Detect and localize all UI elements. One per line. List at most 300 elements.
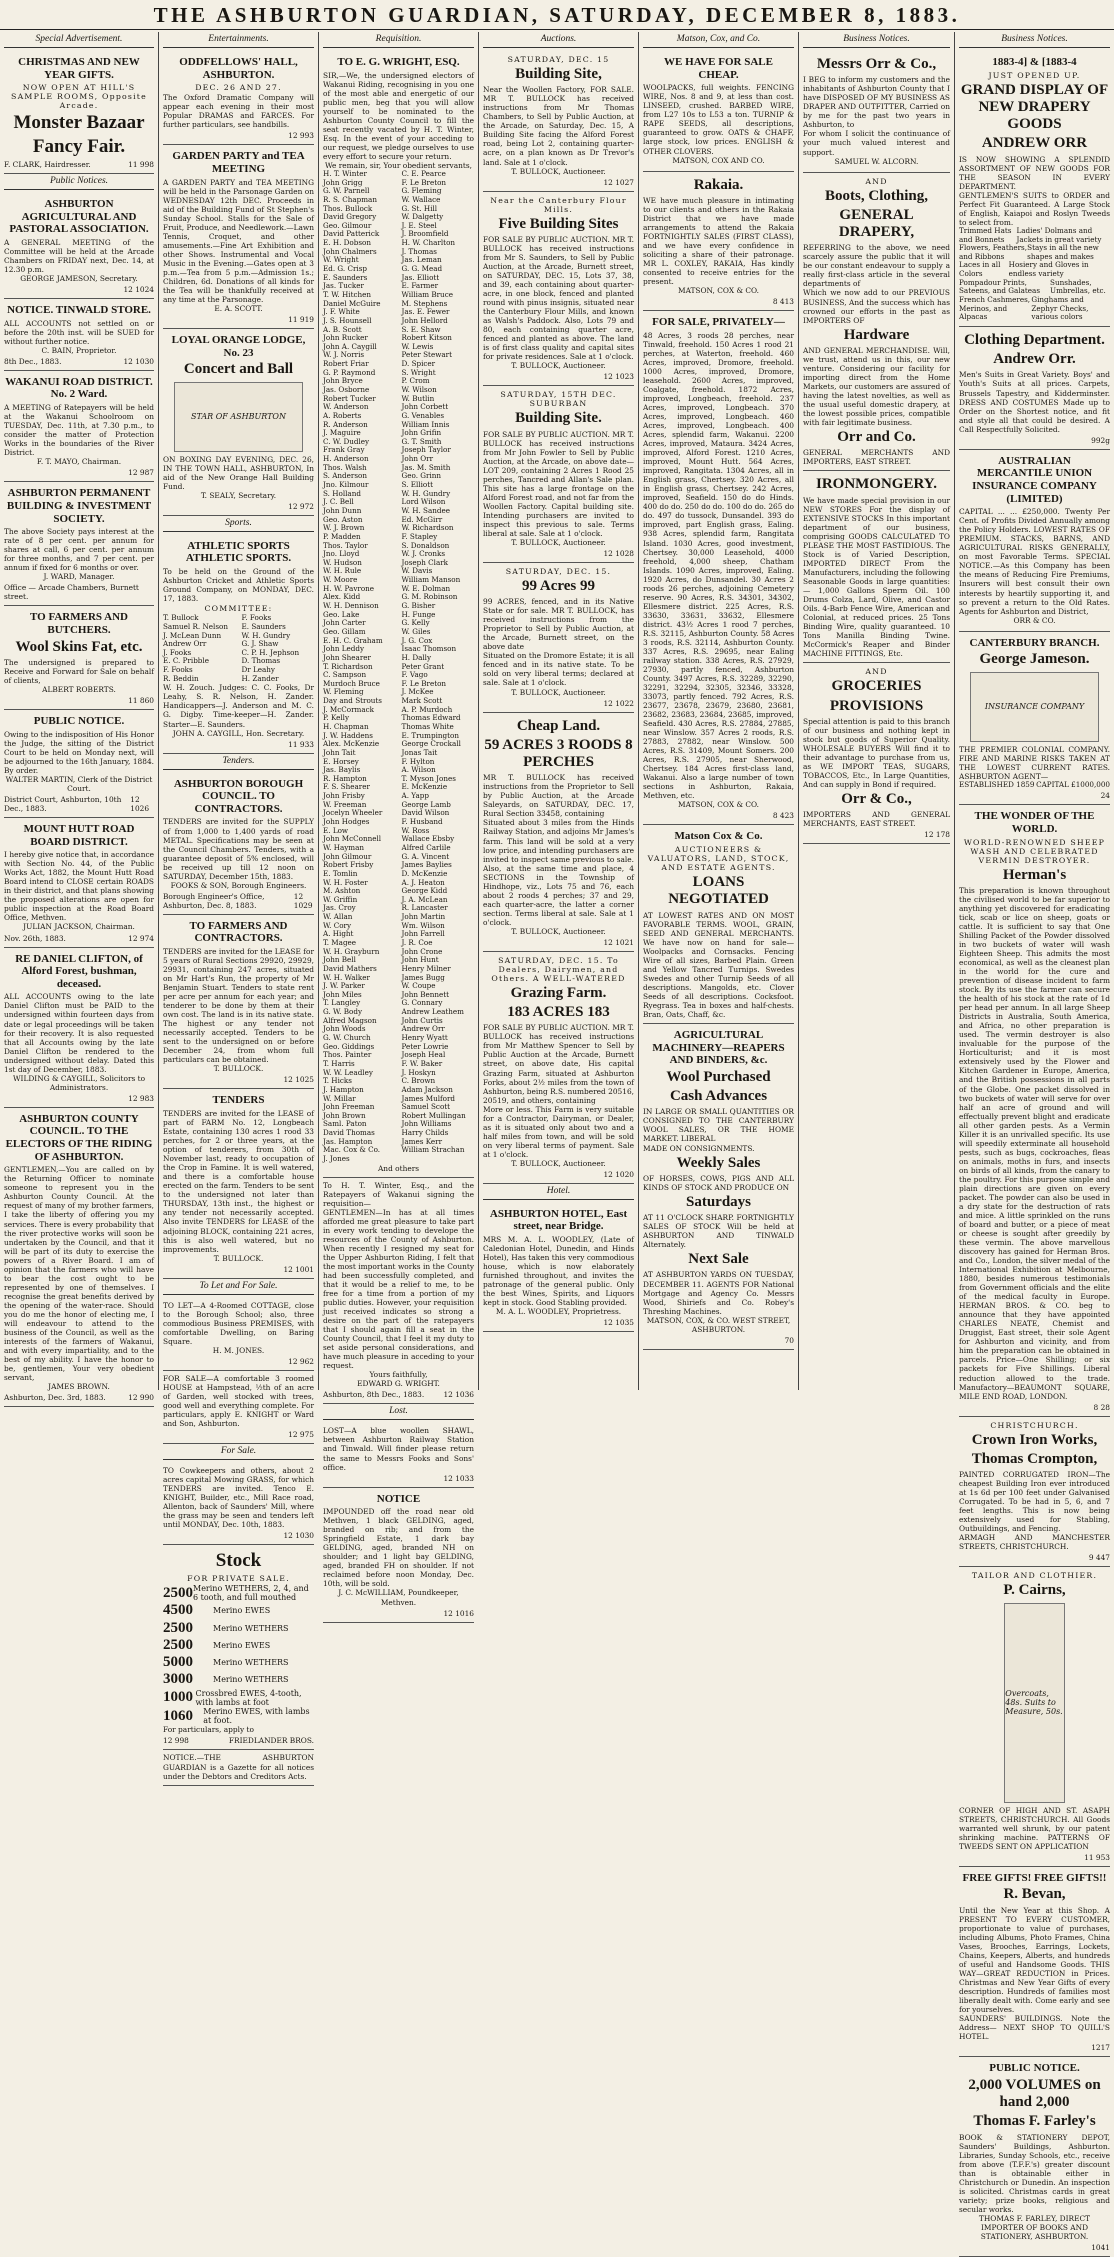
signatory-name: F. Stapley — [401, 531, 438, 541]
ad-display-heading: 59 ACRES 3 ROODS 8 PERCHES — [484, 736, 633, 771]
signature: H. M. JONES. — [212, 1345, 265, 1355]
ad-display-heading: LOANS NEGOTIATED — [668, 874, 769, 908]
ad-title: Matson Cox & Co. — [674, 830, 763, 843]
signature: T. BULLOCK, Auctioneer. — [511, 1158, 606, 1168]
signature: T. BULLOCK, Auctioneer. — [511, 926, 606, 936]
signature: T. BULLOCK, Auctioneer. — [511, 361, 606, 371]
public-notice — [4, 948, 154, 1108]
public-notice — [4, 1108, 154, 1407]
ad-body: FOR SALE—A comfortable 3 roomed HOUSE at Hampstead, ½th of an acre of Garden, well stocked with trees, good well and everything complete. For particulars, apply E. KNIGHT or Ward and Son, Ashburton. — [163, 1373, 314, 1428]
signatory-name: John Gilmour — [323, 851, 372, 861]
ad-subtitle: WORLD-RENOWNED SHEEP WASH AND CELEBRATED VERMIN DESTROYER. — [963, 837, 1106, 865]
ad-subtitle: AND — [865, 667, 888, 677]
ad-display-heading: Cheap Land. — [516, 717, 601, 734]
signatory-name: C. Brown — [401, 1076, 436, 1086]
ad-display-heading: Messrs Orr & Co., — [816, 56, 937, 72]
signatory-name: Lord Wilson — [401, 497, 446, 507]
ad-body: The Oxford Dramatic Company will appear each evening in their most Popular DRAMAS and FARCES. For further particulars, see handbills. — [163, 93, 314, 130]
signatory-name: John Tait — [323, 747, 356, 757]
committee-list — [163, 614, 314, 683]
stock-row — [163, 1707, 314, 1725]
ad-title: WAKANUI ROAD DISTRICT. No. 2 Ward. — [5, 375, 153, 401]
signatory-name: A. J. Heaton — [401, 877, 445, 887]
ad-title: CANTERBURY BRANCH. — [969, 636, 1100, 649]
signatory-name: H. Dally — [401, 652, 432, 662]
public-notice — [4, 818, 154, 948]
public-notice — [4, 371, 154, 483]
ad-body: LOST—A blue woollen SHAWL, between Ashburton Railway Station and Tinwald. Will finder please return the same to Messrs Fooks and Sons' office. — [323, 1426, 474, 1472]
signatory-name: T. Myson Jones — [401, 773, 456, 783]
ad-footer — [959, 1853, 1110, 1862]
ad-subtitle: DEC. 26 AND 27. — [195, 83, 282, 93]
signatory-name: William Bruce — [401, 289, 453, 299]
signature: JOHN A. CAYGILL, Hon. Secretary. — [172, 728, 305, 738]
signatory-name: W. Richardson — [401, 523, 454, 533]
ad-footer — [959, 791, 1110, 800]
ad-body: The undersigned is prepared to Receive and Forward for Sale on behalf of clients, — [4, 657, 154, 686]
ad-number: 12 990 — [128, 1393, 154, 1403]
signatory-name: John Orr — [401, 454, 434, 464]
signatory-name: Geo. Lake — [323, 609, 360, 619]
paired-line — [959, 227, 1110, 244]
ad-body: TO LET—A 4-Roomed COTTAGE, close to the Borough School; also, three commodious Business PREMISES, with comfortable Dwelling, on Baring Square. — [163, 1300, 314, 1346]
signature: ALBERT ROBERTS. — [42, 685, 116, 695]
signatory-name: W. W. Leadley — [323, 1067, 373, 1077]
section-heading: Sports. — [163, 516, 314, 532]
signatory-name: Thomas White — [401, 721, 454, 731]
ad-display-heading: Building Site, — [515, 66, 602, 82]
paired-line — [959, 279, 1110, 296]
ad-subtitle: AND — [865, 176, 888, 186]
signatory-name: E. Trumpington — [401, 730, 459, 740]
signatory-name: J. Hampton — [323, 1084, 364, 1094]
ad-number: 12 1036 — [443, 1390, 474, 1400]
lost-notice — [323, 1488, 474, 1623]
masthead — [0, 0, 1114, 30]
signatory-name: Ed. G. Crisp — [323, 264, 367, 274]
ad-subtitle: SATURDAY, DEC. 15. — [505, 566, 612, 576]
ad-body: GENTLEMEN'S SUITS to ORDER and Perfect Fit Guaranteed. A Large Stock of English, Kaiapoi and Roslyn Tweeds to select from. — [959, 190, 1110, 227]
signatory-name: Robert Kitson — [401, 333, 452, 343]
signature: T. BULLOCK. — [213, 1253, 264, 1263]
ad-body: AND GENERAL MERCHANDISE. Will, we trust, attend us in this, our new venture. Considering our facility for importing direct from the Home Markets, our customers are assured of having the latest novelties, as well as the usual useful domestic drapery, at the lowest possible prices, compatible with fair legitimate business. — [803, 345, 950, 428]
signature: MATSON, COX & CO. — [678, 286, 759, 296]
signatory-name: R. Hampton — [323, 773, 367, 783]
ad-display-heading: Rakaia. — [693, 176, 744, 193]
signatory-name: John Crone — [401, 946, 443, 956]
ad-body: FOR SALE BY PUBLIC AUCTION. MR T. BULLOCK has received instructions from Mr Matthew Spencer to Sell by Public Auction at the Arcade, Burnett street, on above date, His capital Grazing Farm, situated at Ashburton Forks, about 2½ miles from the town of Ashburton, being R.S. numbered 20516, 20519, and others, containing — [483, 1023, 634, 1105]
signatory-name: F. W. Baker — [401, 1058, 443, 1068]
ad-body: Special attention is paid to this branch of our business and nothing kept in stock but goods of Superior Quality. WHOLESALE BUYERS Will find it to their advantage to purchase from us, as WE IMPORT TEAS, SUGARS, TOBACCOS, Etc., In Large Quantities, And can supply in Bond if required. — [803, 716, 950, 789]
tender-notice — [163, 1089, 314, 1278]
ad-body: This preparation is known throughout the civilised world to be far superior to anything yet discovered for eradicating tick, scab or lice on sheep, goats or cattle. It is sufficient to say that One Shilling Packet of the Powder dissolved in two buckets of water will wash Eighteen Sheep. This admits the most economical, as well as the cleanest plan in the world for the cure and prevention of disease incident to farm stock. By its use the farmer can secure the health of his stock at the rate of 1d per head per annum. In all large Sheep Districts in Australia, South America, and Africa, no other preparation is used. The vermin destroyer is also invaluable for the purpose of the Horticulturist; and it is most extensively used by the Flower and Kitchen Gardener in Europe, America, and the British possessions in all parts of the Globe. One packet dissolved in two buckets of water will serve for over half an acre of ground and will effectually prevent blight and eradicate all other garden pests. As a Vermin Killer it is an unrivalled specific. Its use will speedily exterminate all household pests, such as bugs, cockroaches, fleas on animals, moths in furs, and insects on birds of all kinds, from the canary to the poultry. For this purpose simple and plain directions are given on every packet. The powder can also be used in a dry state for the destruction of rats and mice. A little sprinkled on the runs of board and butter, or a piece of meat or cheese is sought after greedily by these vermin. The above marvellous discovery has gained for Herman Bros. and Co., London, the silver medal of the International Exhibition at Melbourne, 1880, besides numerous testimonials from Government officials and the elite of the medical faculty in Europe. HERMAN BROS. & CO. beg to announce that they have appointed CHARLES NEATE, Chemist and Druggist, East street, their sole Agent for Ashburton and vicinity, and from him the preparation can be obtained in parcels. Price—One Shilling; or six packets for Five Shillings. Liberal reduction allowed to the trade. Manufactory—BEAUMONT SQUARE, MILE END ROAD, LONDON. — [959, 885, 1110, 1401]
committee-member: D. Thomas — [241, 656, 281, 666]
ad-body: TENDERS are invited for the LEASE of part of FARM No. 12, Longbeach Estate, containing 130 acres 1 rood 33 perches, for 2 or three years, at the option of tenderers, from 30th of November last, ready to occupation of the Crop in Famine. It is well watered, and there is a comfortable house erected on the farm. Tenders to be sent to the undersigned not later than THURSDAY, 13th inst., the highest or any tender not necessarily accepted. Also invite TENDERS for LEASE of the adjoining BLOCK, containing 221 acres, this is also well watered, but no improvements. — [163, 1109, 314, 1254]
ad-display-heading: George Jameson. — [979, 651, 1090, 668]
ad-display-heading: IRONMONGERY. — [815, 476, 937, 493]
ad-footer — [483, 699, 634, 708]
signatory-name: Jas. Elliott — [401, 272, 440, 282]
ad-display-heading: 2,000 VOLUMES on hand 2,000 — [968, 2076, 1101, 2111]
ad-display-heading: Fancy Fair. — [32, 136, 126, 158]
signatory-name: H. W. Pavrone — [323, 583, 375, 593]
signatory-name: J. S. Hounsell — [323, 315, 372, 325]
ad-footer — [163, 1357, 314, 1366]
ad-body: GENERAL MERCHANTS AND IMPORTERS, EAST STREET. — [803, 448, 950, 467]
signatory-name: W. H. Foster — [323, 877, 368, 887]
stock-description: Merino EWES, with lambs at foot. — [203, 1707, 310, 1726]
ad-number: 11 933 — [288, 739, 314, 749]
ad-body: NOTICE.—THE ASHBURTON GUARDIAN is a Gazette for all notices under the Debtors and Creditors Acts. — [163, 1753, 314, 1781]
ad-body: GENTLEMEN,—You are called on by the Returning Officer to nominate someone to represent you in the Ashburton County Council. At the request of many of my brother farmers, I take the liberty of offering you my services. There is every probability that the river protective works will soon be undertaken by the Council, and that it will be part of its duty to exercise the powers of a River Board. I am of opinion that the farmers who will have to bear the cost ought to be represented by one of themselves. I recognise the great benefits derived by the opening of the water-race. Should you do me the honor of electing me, I will endeavour to attend to the business of the Council, as well as the interests of the farmers of Wakanui, and with every impartiality, and to the best of my ability. I have the honor to be, gentlemen, Your very obedient servant, — [4, 1165, 154, 1383]
signatory-name: F. Vago — [401, 670, 428, 680]
ad-footer — [4, 583, 154, 601]
signatory-name: F. Husband — [401, 817, 443, 827]
stock-description: Merino WETHERS — [213, 1623, 289, 1633]
ad-body: More or less. This Farm is very suitable for a Contractor, Dairyman, or Dealer, as it is situated only about two and a half miles from town, and will be sold on very liberal terms of payment. Sale at 1 o'clock. — [483, 1104, 634, 1159]
signatory-name: Robert Friar — [323, 359, 369, 369]
signatory-name: Jno. Lloyd — [323, 549, 360, 559]
lost-notice — [323, 1423, 474, 1487]
entertainment-ad — [163, 145, 314, 329]
ad-subtitle: AUCTIONEERS & VALUATORS, LAND, STOCK, AND ESTATE AGENTS. — [647, 845, 790, 873]
signature: F. T. MAYO, Chairman. — [36, 457, 122, 467]
signatory-name: W. Wright — [323, 255, 359, 265]
column — [955, 32, 1114, 2252]
ad-footer — [959, 436, 1110, 445]
signatory-name: Isaac Thomson — [401, 644, 457, 654]
requisition-reply — [323, 1178, 474, 1405]
ad-subtitle: FOR PRIVATE SALE. — [187, 1574, 290, 1584]
signatory-name: John Brown — [323, 1110, 366, 1120]
signature: T. BULLOCK, Auctioneer. — [511, 537, 606, 547]
signatory-name: Alfred Carlile — [401, 842, 451, 852]
ad-body: THE PREMIER COLONIAL COMPANY. FIRE AND MARINE RISKS TAKEN AT THE LOWEST CURRENT RATES. ASHBURTON AGENT— — [959, 744, 1110, 781]
signatory-name: S. Wright — [401, 367, 436, 377]
signatory-name: T. W. Hitchen — [323, 289, 371, 299]
signatory-name: John McConnell — [323, 834, 382, 844]
ad-body: 48 Acres, 3 roods 28 perches, near Tinwald, freehold. 150 Acres 1 rood 21 perches, at Waterton, freehold. 460 Acres, improved, Dromore, freehold. 1000 Acres, improved, Dromore, leasehold. 2600 Acres, improved, Coalgate, freehold. 1872 Acres, improved, Longbeach, freehold. 237 Acres, improved, Longbeach. 370 Acres, improved, Longbeach. 460 Acres, improved, Longbeach. 400 Acres, splendid farm, Wakanui. 2200 Acres, improved, Mataura. 3424 Acres, improved, Alford Forest. 1210 Acres, improved, Mount Hutt. 564 Acres, improved, Rangitata. 1304 Acres, all in English grass, Chertsey. 320 Acres, all in English grass, Chertsey. 242 Acres, improved, Seafield. 150 do do Hinds. 400 do do. 250 do do. 100 do do. 265 do do. 497 do tussock, Dunsandel. 393 do improved, part English grass, Ealing. 938 Acres, splendid farm, Rangitata Island. 1030 Acres, good investment, Chertsey. 30,000 Leasehold, 4000 freehold, 4,000 sheep, Chatham Islands. 1090 Acres, improved, Ealing. 1920 Acres, do Dunsandel. 30 Acres 2 roods 26 perches, adjoining Cemetery reserve. 90 Acres, R.S. 34301, 34302, Ellesmere district. 225 Acres, R.S. 33630, 33631, 33632, Ellesmere district. 43½ Acres 1 rood 7 perches, R.S. 32115, Ashburton County. 58 Acres 3 roods, R.S. 32114, Ashburton County. 337 Acres, R.S. 29695, near Ealing railway station. 338 Acres, R.S. 27929, 27930, partly fenced, Ashburton County. 3497 Acres, R.S. 32289, 32290, 32291, 32294, 32305, 32346, 33328, 33073, partly fenced. 792 Acres, R.S. 23677, 23678, 23679, 23680, 23681, 23682, 23683, 23684, 23685, improved, Seafield. 430 Acres, R.S. 27884, 27885, near Winslow. 357 Acres 2 roods, R.S. 27883, 27882, near Winslow. 500 Acres, R.S. 31409, Mount Somers. 200 Acres, R.S. 27905, near Sherwood, Chertsey. 184 Acres first-class land, Wakanui. Also a large number of town sections in Ashburton, Rakaia, Methven, etc. — [643, 330, 794, 801]
ad-body: Owing to the indisposition of His Honor the Judge, the sitting of the District Court to be held on Monday next, will be adjourned to the 16th January, 1884. By order. — [4, 729, 154, 775]
signatory-name: W. H. Dennison — [323, 601, 379, 611]
ad-footer — [323, 1390, 474, 1399]
committee-member: H. Zander — [241, 673, 279, 683]
signatory-name: Robert Frisby — [323, 860, 374, 870]
ad-display-heading: Concert and Ball — [183, 361, 294, 378]
ad-title: PUBLIC NOTICE. — [989, 2062, 1080, 2075]
signatory-name: H. T. Winter — [323, 168, 367, 178]
pair-left: Trimmed Hats and Bonnets — [959, 225, 1012, 244]
signatory-name: W. Wilson — [401, 385, 437, 394]
ad-number: 12 1027 — [603, 177, 634, 187]
auction-ad — [483, 386, 634, 563]
signatory-name: Thos. Bullock — [323, 203, 373, 213]
signatory-name: J. McKee — [401, 687, 434, 697]
requisition — [323, 51, 474, 1178]
public-notice — [4, 606, 154, 710]
business-ad — [959, 1867, 1110, 2057]
signatory-name: J. C. Bell — [323, 497, 354, 507]
stock-row — [163, 1689, 314, 1707]
ad-number: 12 987 — [128, 468, 154, 478]
ad-body: SIR,—We, the undersigned electors of Wakanui Riding, recognising in you one of the most able and energetic of our public men, beg that you will allow yourself to be nominated to the Ashburton County Council to fill the seat recently vacated by H. T. Winter, Esq. In the event of your acceding to our request, we pledge ourselves to use every effort to secure your return. — [323, 70, 474, 161]
signatory-name: R. Lancaster — [401, 903, 448, 913]
pair-left: ESTABLISHED 1859 — [959, 779, 1035, 789]
stock-description: Merino WETHERS — [213, 1675, 289, 1685]
signatory-name: David Gregory — [323, 212, 377, 222]
ad-footer — [163, 740, 314, 749]
ad-date: Borough Engineer's Office, Ashburton, Dec. 8, 1883. — [163, 891, 265, 910]
ad-body: Men's Suits in Great Variety. Boys' and Youth's Suits at all prices. Carpets, Brussels Tapestry, and Kidderminster. DRESS AND COSTUMES Made up to Order on the Shortest notice, and fit and style all that could be desired. A Call Respectfully Solicited. — [959, 370, 1110, 434]
committee-member: Samuel R. Nelson — [163, 621, 228, 631]
signatory-name: A. Roberts — [323, 410, 362, 420]
signatory-name: Jocelyn Wheeler — [323, 808, 383, 818]
signatory-name: G. St. Hill — [401, 203, 438, 213]
paired-line — [959, 261, 1110, 278]
committee-member: F. Fooks — [163, 665, 193, 675]
stock-count: 2500 — [163, 1636, 193, 1653]
signatory-name: Alfred Magson — [323, 1015, 377, 1025]
ad-body: IN LARGE OR SMALL QUANTITIES OR CONSIGNED TO THE CANTERBURY WOOL SALES, OR THE HOME MARKET. LIBERAL — [643, 1107, 794, 1144]
gazette-notice — [163, 1750, 314, 1785]
ad-number: 8 413 — [772, 297, 794, 307]
signatory-name: Henry Wyatt — [401, 1033, 448, 1043]
signatory-name: John Carter — [323, 618, 366, 628]
signatory-name: T. Magee — [323, 938, 357, 947]
ad-number: 11 953 — [1084, 1852, 1110, 1862]
signatory-name: W. Hayman — [323, 842, 365, 852]
ad-body: CAPITAL ... ... £250,000. Twenty Per Cent. of Profits Divided Annually among the Policy Holders. LOWEST RATES OF PREMIUM. STACKS, BARNS, AND AGRICULTURAL RISKS GENERALLY, on most Favorable Terms. SPECIAL NOTICE.—As this Company has been the means of Reducing Fire Premiums, Insurers will best consult their own interests by heartily supporting it, and so prevent a return to the Old Rates. Agents for Ashburton and District, — [959, 507, 1110, 616]
signatory-name: David Mathers — [323, 963, 377, 973]
signatory-name: W. Davis — [401, 566, 433, 576]
ad-footer — [959, 2043, 1110, 2052]
ad-display-heading: Weekly Sales — [676, 1154, 761, 1171]
signatory-name: J. Maguire — [323, 428, 361, 438]
ad-number: 12 1035 — [603, 1318, 634, 1328]
ad-display-heading: Thomas F. Farley's — [973, 2113, 1096, 2130]
section-heading: Lost. — [323, 1404, 474, 1420]
signatory-name: J. Hoskyn — [401, 1067, 436, 1077]
ad-body: MRS M. A. L. WOODLEY, (Late of Caledonian Hotel, Dunedin, and Hinds Hotel), Has taken this very commodious house, which is now elaborately furnished throughout, and invites the patronage of the general public. Only the best Wines, Spirits, and Liquors kept in stock. Good Stabling provided. — [483, 1235, 634, 1308]
ad-body: A GENERAL MEETING of the Committee will be held at the Arcade Chambers on FRIDAY next, Dec. 14, at 12.30 p.m. — [4, 237, 154, 274]
committee-member: R. Beddin — [163, 673, 199, 683]
signatory-name: Thos. Walsh — [323, 462, 367, 472]
signatory-name: Mark Scott — [401, 696, 443, 706]
stock-count: 2500 — [163, 1584, 193, 1601]
stock-count: 4500 — [163, 1602, 193, 1619]
signature: THOMAS F. FARLEY, DIRECT IMPORTER OF BOOKS AND STATIONERY, ASHBURTON. — [978, 2213, 1091, 2241]
ad-body: WE have much pleasure in intimating to our clients and others in the Rakaia District that we have made arrangements to attend the Rakaia FORTNIGHTLY SALES (FIRST CLASS), and we have every confidence in soliciting a share of their patronage. MR L. COXLEY, RAKAIA, Has kindly consented to receive entries for the present. — [643, 195, 794, 287]
signatory-name: S. Holland — [323, 488, 361, 498]
column-heading: Special Advertisement. — [4, 32, 154, 48]
signatory-name: G. W. Church — [323, 1033, 371, 1043]
signatory-name: A. Yapp — [401, 791, 429, 801]
auction-ad — [483, 563, 634, 713]
ad-display-heading: Grazing Farm. — [510, 984, 607, 1001]
signatory-name: Jas. M. Smith — [401, 462, 451, 472]
business-ad — [959, 51, 1110, 327]
ad-display-heading: Hardware — [843, 326, 910, 343]
signature: WALTER MARTIN, Clerk of the District Court. — [5, 774, 153, 793]
signatory-name: John Corbett — [401, 402, 449, 412]
ad-title: ASHBURTON PERMANENT BUILDING & INVESTMENT SOCIETY. — [6, 487, 152, 525]
signatory-name: S. Anderson — [323, 471, 367, 481]
signatory-name: Jonas Tait — [401, 747, 438, 757]
signatory-name: James Mulford — [401, 1093, 456, 1103]
ad-display-heading: Building Site. — [515, 410, 602, 427]
signatory-name: Day and Strouts — [323, 696, 382, 706]
ad-body: I hereby give notice that, in accordance with Section No. 44, of the Public Works Act, 1882, the Mount Hutt Road Board intend to CLOSE certain ROADS in their district, and that plans showing the proposed alterations are open for public inspection at the Road Board Office, Methven. — [4, 850, 154, 923]
signatory-name: W. Lewis — [401, 341, 434, 351]
ad-body: CORNER OF HIGH AND ST. ASAPH STREETS, CHRISTCHURCH. All Goods warranted well shrunk, by our patent shrinking machine. PATTERNS OF TWEEDS SENT ON APPLICATION — [959, 1805, 1110, 1851]
ad-title: CHRISTMAS AND NEW YEAR GIFTS. — [18, 56, 140, 81]
ad-body: A MEETING of Ratepayers will be held at the Wakanui Schoolroom on TUESDAY, Dec. 11th, at 7.30 p.m., to consider the matter of Protection Works in the boundaries of the River District. — [4, 403, 154, 458]
signatory-name: W. Cory — [323, 920, 352, 930]
ad-display-heading: GENERAL DRAPERY, — [838, 206, 915, 241]
ad-footer — [163, 1531, 314, 1540]
ad-subtitle: TAILOR AND CLOTHIER. — [971, 1571, 1098, 1581]
signatory-name: Thos. Taylor — [323, 540, 368, 550]
signatory-name: S. Elliott — [401, 480, 433, 490]
ad-title: TO FARMERS AND CONTRACTORS. — [189, 919, 288, 945]
for-sale-notice — [163, 1463, 314, 1545]
ad-number: 12 1033 — [443, 1473, 474, 1483]
signatory-name: John Hodges — [323, 817, 370, 827]
ad-subtitle: SATURDAY, 15TH DEC. SUBURBAN — [500, 390, 617, 409]
ad-number: 12 1020 — [603, 1169, 634, 1179]
signatory-name: George Kidd — [401, 886, 448, 896]
ad-body: 99 ACRES, fenced, and in its Native State or for sale. MR T. BULLOCK, has received instructions from the Proprietor to Sell by Public Auction, at the Arcade, Burnett street, on the above date — [483, 597, 634, 652]
column-heading: Requisition. — [323, 32, 474, 48]
ad-footer — [4, 468, 154, 477]
ad-number: 12 1024 — [123, 285, 154, 295]
signatory-name: W. E. Dolman — [401, 583, 451, 593]
column-heading: Business Notices. — [959, 32, 1110, 48]
ad-footer — [4, 795, 154, 813]
signatory-name: P. Crom — [401, 376, 430, 386]
entertainment-ad — [163, 329, 314, 516]
ad-footer — [483, 1318, 634, 1327]
ad-title: LOYAL ORANGE LODGE, No. 23 — [171, 334, 306, 359]
ad-body: REFERRING to the above, we need scarcely assure the public that it will be our constant endeavour to supply a really first-class article in the several departments of — [803, 243, 950, 289]
ad-body: TENDERS are invited for the SUPPLY of from 1,000 to 1,400 yards of road METAL. Specifications may be seen at the Council Chambers. Tenders, with a guarantee deposit of 5% enclosed, will be received up till 12 noon on SATURDAY, December 15th, 1883. — [163, 817, 314, 881]
ad-display-heading: Monster Bazaar — [13, 112, 145, 134]
signatory-name: W. H. Sandee — [401, 505, 450, 515]
signatory-name: Mac. Cox & Co. — [323, 1145, 381, 1155]
stock-row — [163, 1602, 314, 1619]
ad-body: FOR SALE BY PUBLIC AUCTION. MR T. BULLOCK has received instructions from Mr John Fowler to Sell by Public Auction, at the Arcade, on above date— LOT 209, containing 2 Acres 1 Rood 25 perches, Tancred and Allan's Sale plan. This site has a large frontage on the Alford Forest road, and not far from the Woollen Factory. Capital building site. Intending purchasers are invited to inspect this previous to sale. Terms liberal at sale. Sale at 1 o'clock. — [483, 429, 634, 538]
signature: M. A. L. WOODLEY, Proprietress. — [495, 1307, 622, 1317]
advertisement — [4, 51, 154, 174]
signatory-name: E. Saunders — [323, 272, 368, 282]
signature: J. C. McWILLIAM, Poundkeeper, Methven. — [338, 1588, 459, 1607]
signatory-name: Jas. Croy — [323, 903, 356, 913]
ad-title: NOTICE — [376, 1492, 421, 1505]
ad-title: ASHBURTON HOTEL, East street, near Bridge. — [489, 1207, 628, 1233]
signatory-name: Jas. Leman — [401, 255, 442, 265]
signatory-name: Robert Mullingan — [401, 1110, 466, 1120]
signatory-name: J. E. Steel — [401, 220, 437, 230]
ad-subtitle: Near the Canterbury Flour Mills. — [490, 195, 627, 214]
auction-ad — [483, 713, 634, 952]
ad-display-heading: Orr and Co. — [837, 429, 916, 446]
signatory-name: C. Sampson — [323, 670, 367, 680]
ad-footer — [4, 1094, 154, 1103]
signatory-name: D. Spicer — [401, 359, 436, 369]
signature: WILDING & CAYGILL, Solicitors to Administrators. — [12, 1073, 146, 1092]
ad-display-heading: GROCERIES — [831, 678, 922, 695]
ad-footer — [483, 372, 634, 381]
signatory-name: H. Anderson — [323, 454, 369, 464]
public-notice — [4, 299, 154, 371]
ad-number: 12 983 — [128, 1093, 154, 1103]
signatory-name: Peter Stewart — [401, 350, 452, 360]
ad-number: 12 1025 — [283, 1075, 314, 1085]
ad-title: WE HAVE FOR SALE CHEAP. — [664, 56, 773, 81]
ad-display-heading: Wool Purchased — [666, 1068, 771, 1085]
ad-title: NOTICE. TINWALD STORE. — [7, 304, 151, 317]
signatory-name: R. Anderson — [323, 419, 368, 429]
signatory-name: W. Giles — [401, 626, 431, 636]
ad-number: 12 1001 — [283, 1264, 314, 1274]
ad-number: 12 975 — [288, 1430, 314, 1439]
ad-body: A GARDEN PARTY and TEA MEETING will be held in the Parsonage Garden on WEDNESDAY 12th DEC. Proceeds in aid of the Building Fund of St Stephen's Sunday School. Stalls for the Sale of Fruit, Produce, and Needlework.—Lawn Tennis, Croquet, and other amusements.—Fine Art Exhibition and other Shows. Instrumental and Vocal Music in the Evening.—Gates open at 3 p.m.—Tea from 5 p.m.—Admission 1s.; Children, 6d. Donations of all kinds for the Tea will be thankfully received at any time at the Parsonage. — [163, 177, 314, 305]
signatory-name: H. Funge — [401, 609, 436, 619]
signatory-name: G. G. Mead — [401, 264, 443, 274]
ad-footer — [4, 160, 154, 169]
ad-footer — [163, 1075, 314, 1084]
stock-description: Merino EWES — [213, 1606, 271, 1616]
signatory-name: W. Hudson — [323, 557, 362, 567]
signatory-name: David Patterick — [323, 229, 380, 239]
ad-number: 12 1021 — [603, 937, 634, 947]
signatory-name: William Innis — [401, 419, 450, 429]
ad-number: 12 1016 — [443, 1608, 474, 1618]
signatory-name: W. Coupe — [401, 981, 436, 991]
ad-number: 9 447 — [1088, 1553, 1110, 1563]
tender-notice — [163, 773, 314, 915]
signatory-name: T. Richardson — [323, 661, 373, 671]
ad-number: 12 1029 — [293, 891, 313, 910]
signatory-name: W. H. Gundry — [401, 488, 451, 498]
signature: T. BULLOCK. — [213, 1064, 264, 1074]
ad-footer — [163, 1265, 314, 1274]
signatory-name: John Shearer — [323, 652, 371, 662]
committee-member: C. P. H. Jephson — [241, 647, 300, 657]
signature: MATSON, COX, & CO. WEST STREET, ASHBURTON. — [646, 1315, 791, 1334]
ad-body: ARMAGH AND MANCHESTER STREETS, CHRISTCHURCH. — [959, 1533, 1110, 1552]
signatory-name: W. J. Norris — [323, 350, 365, 360]
ad-body: AT 11 O'CLOCK SHARP. FORTNIGHTLY SALES OF STOCK Will be held at ASHBURTON AND TINWALD Alternately. — [643, 1213, 794, 1250]
ad-footer — [4, 696, 154, 705]
business-ad — [803, 173, 950, 472]
signatory-name: A. B. Scott — [323, 324, 362, 334]
public-notice — [4, 710, 154, 818]
ad-number: 1217 — [1091, 2043, 1110, 2053]
signatory-name: P. Madden — [323, 531, 361, 541]
signatory-name: Jas. Tucker — [323, 281, 364, 291]
committee-member: W. H. Gundry — [241, 630, 291, 640]
ad-title: ASHBURTON BOROUGH COUNCIL. TO CONTRACTORS. — [173, 777, 304, 815]
signature: J. WARD, Manager. — [43, 572, 115, 582]
ad-body: TENDERS are invited for the LEASE for 5 years of Rural Sections 29920, 29929, 29931, containing 247 acres, situated on Mr Hart's Run, the property of Mr Benjamin Stuart. Tenders to state rent per acre per annum for each year; and tenderer to be done by them at their own cost. The land is in its native state. The highest or any tender not necessarily accepted. Tenders to be sent to the undersigned on or before December 24, from whom full particulars can be obtained. — [163, 947, 314, 1065]
committee-member: J. Fooks — [163, 647, 192, 657]
signatory-name: J. W. Haddens — [323, 730, 373, 740]
stock-count: 1000 — [163, 1689, 193, 1706]
signatory-name: W. H. Walker — [323, 972, 370, 982]
ad-body: W. H. Zouch. Judges: C. C. Fooks, Dr Leahy, S. R. Nelson, H. Zander. Handicappers—J. Anderson and M. C. G. Digby. Time-keeper—H. Zander. Starter—E. Saunders. — [163, 683, 314, 729]
signature: T. BULLOCK, Auctioneer. — [511, 687, 606, 697]
